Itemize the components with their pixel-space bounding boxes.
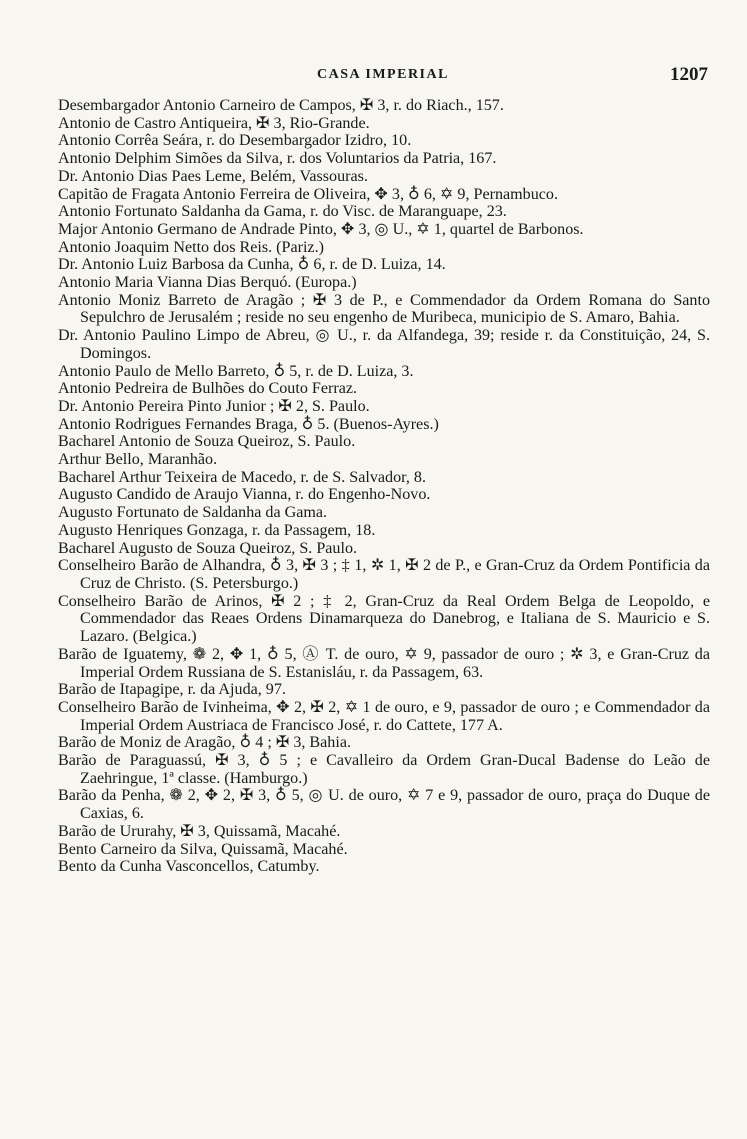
entry: Desembargador Antonio Carneiro de Campos, ✠ 3, r. do Riach., 157. [58, 97, 504, 114]
entry-list [58, 97, 710, 876]
entry: Barão de Iguatemy, ❁ 2, ✥ 1, ♁ 5, Ⓐ T. de ouro, ✡ 9, passador de ouro ; ✲ 3, e Gran-Cruz da Imperial Ordem Russiana de S. Estanisláu, r. da Passagem, 63. [58, 645, 710, 681]
entry: Conselheiro Barão de Arinos, ✠ 2 ; ‡ 2, Gran-Cruz da Real Ordem Belga de Leopoldo, e Commendador das Reaes Ordens Dinamarqueza do Danebrog, e Italiana de S. Mauricio e S. Lazaro. (Belgica.) [58, 592, 710, 646]
entry: Antonio Delphim Simões da Silva, r. dos Voluntarios da Patria, 167. [58, 150, 497, 168]
entry: Dr. Antonio Pereira Pinto Junior ; ✠ 2, S. Paulo. [58, 397, 370, 415]
entry: Bacharel Augusto de Souza Queiroz, S. Paulo. [58, 539, 358, 557]
entry: Antonio Joaquim Netto dos Reis. (Pariz.) [58, 238, 324, 256]
entry: Conselheiro Barão de Ivinheima, ✥ 2, ✠ 2, ✡ 1 de ouro, e 9, passador de ouro ; e Commendador da Imperial Ordem Austriaca de Francisco José, r. do Cattete, 177 A. [58, 698, 710, 734]
entry: Antonio Maria Vianna Dias Berquó. (Europa.) [58, 274, 357, 292]
entry: Conselheiro Barão de Alhandra, ♁ 3, ✠ 3 ; ‡ 1, ✲ 1, ✠ 2 de P., e Gran-Cruz da Ordem Pontificia da Cruz de Christo. (S. Petersburgo.) [58, 557, 710, 592]
entry: Augusto Candido de Araujo Vianna, r. do Engenho-Novo. [58, 486, 431, 504]
entry: Dr. Antonio Paulino Limpo de Abreu, ◎ U., r. da Alfandega, 39; reside r. da Constituição, 24, S. Domingos. [58, 327, 710, 362]
entry: Barão de Itapagipe, r. da Ajuda, 97. [58, 681, 286, 699]
entry: Dr. Antonio Dias Paes Leme, Belém, Vassouras. [58, 167, 368, 185]
page-number: 1207 [670, 64, 708, 85]
entry: Antonio Fortunato Saldanha da Gama, r. do Visc. de Maranguape, 23. [58, 203, 507, 221]
page-header [58, 64, 708, 86]
entry: Barão de Ururahy, ✠ 3, Quissamã, Macahé. [58, 822, 341, 840]
entry: Antonio de Castro Antiqueira, ✠ 3, Rio-Grande. [58, 114, 370, 132]
entry: Capitão de Fragata Antonio Ferreira de Oliveira, ✥ 3, ♁ 6, ✡ 9, Pernambuco. [58, 185, 558, 203]
entry: Bacharel Antonio de Souza Queiroz, S. Paulo. [58, 433, 356, 451]
entry: Major Antonio Germano de Andrade Pinto, ✥ 3, ◎ U., ✡ 1, quartel de Barbonos. [58, 220, 584, 238]
entry: Augusto Fortunato de Saldanha da Gama. [58, 504, 328, 522]
entry: Dr. Antonio Luiz Barbosa da Cunha, ♁ 6, r. de D. Luiza, 14. [58, 256, 446, 274]
entry: Antonio Corrêa Seára, r. do Desembargador Izidro, 10. [58, 132, 412, 150]
entry: Antonio Moniz Barreto de Aragão ; ✠ 3 de P., e Commendador da Ordem Romana do Santo Sepulchro de Jerusalém ; reside no seu engenho de Muribeca, municipio de S. Amaro, Bahia. [58, 291, 710, 327]
entry: Antonio Pedreira de Bulhões do Couto Ferraz. [58, 380, 358, 398]
entry: Arthur Bello, Maranhão. [58, 451, 218, 469]
entry: Bento Carneiro da Silva, Quissamã, Macahé. [58, 840, 348, 858]
running-title: CASA IMPERIAL [317, 67, 449, 82]
entry: Barão da Penha, ❁ 2, ✥ 2, ✠ 3, ♁ 5, ◎ U. de ouro, ✡ 7 e 9, passador de ouro, praça do Duque de Caxias, 6. [58, 787, 710, 823]
entry: Bento da Cunha Vasconcellos, Catumby. [58, 858, 320, 876]
entry: Barão de Moniz de Aragão, ♁ 4 ; ✠ 3, Bahia. [58, 734, 351, 752]
entry: Augusto Henriques Gonzaga, r. da Passagem, 18. [58, 521, 376, 539]
entry: Antonio Paulo de Mello Barreto, ♁ 5, r. de D. Luiza, 3. [58, 362, 414, 380]
entry: Bacharel Arthur Teixeira de Macedo, r. de S. Salvador, 8. [58, 468, 426, 486]
entry: Barão de Paraguassú, ✠ 3, ♁ 5 ; e Cavalleiro da Ordem Gran-Ducal Badense do Leão de Zaehringue, 1ª classe. (Hamburgo.) [58, 752, 710, 787]
entry: Antonio Rodrigues Fernandes Braga, ♁ 5. (Buenos-Ayres.) [58, 415, 439, 433]
